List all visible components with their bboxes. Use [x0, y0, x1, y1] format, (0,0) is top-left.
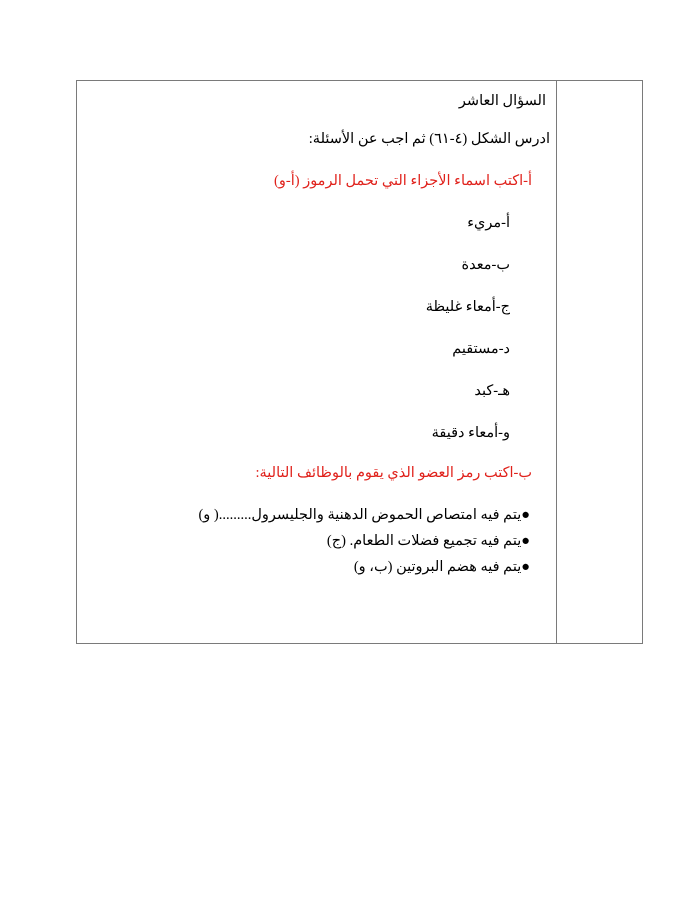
function-item: ●يتم فيه تجميع فضلات الطعام. (ج) — [326, 533, 530, 549]
question-title: السؤال العاشر — [458, 93, 546, 109]
question-instruction: ادرس الشكل (٤-٦١) ثم اجب عن الأسئلة: — [308, 131, 550, 147]
question-cell — [76, 80, 556, 644]
function-item: ●يتم فيه امتصاص الحموض الدهنية والجليسرول.........( و) — [198, 507, 530, 523]
answer-item: أ-مريء — [467, 215, 510, 231]
answer-item: و-أمعاء دقيقة — [431, 425, 510, 441]
function-item: ●يتم فيه هضم البروتين (ب، و) — [353, 559, 530, 575]
answer-item: ج-أمعاء غليظة — [425, 299, 510, 315]
column-divider — [556, 80, 557, 644]
answer-item: هـ-كبد — [474, 383, 510, 399]
answer-item: د-مستقيم — [452, 341, 510, 357]
answer-item: ب-معدة — [461, 257, 510, 273]
part-b-heading: ب-اكتب رمز العضو الذي يقوم بالوظائف التالية: — [255, 465, 532, 481]
part-a-heading: أ-اكتب اسماء الأجزاء التي تحمل الرموز (أ-و) — [274, 173, 532, 189]
